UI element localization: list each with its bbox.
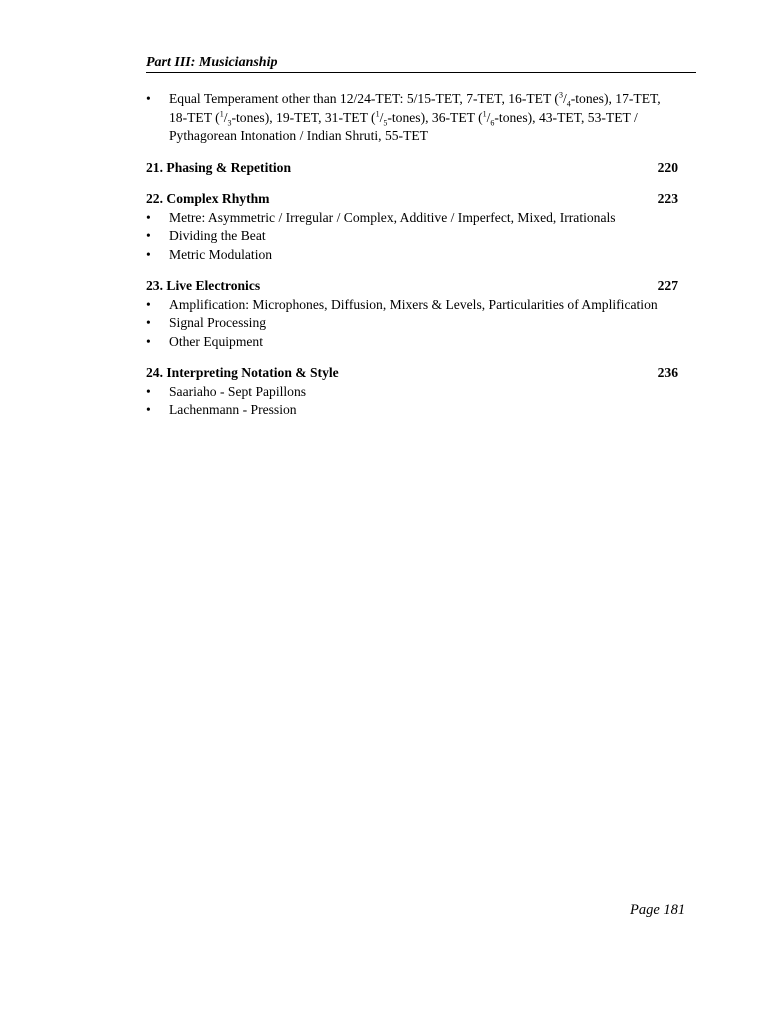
page-footer	[630, 902, 685, 919]
section-title: 22. Complex Rhythm	[146, 191, 270, 206]
list-item-text: Amplification: Microphones, Diffusion, Mixers & Levels, Particularities of Amplification	[169, 296, 658, 312]
fraction-denominator: 4	[566, 99, 571, 109]
fraction-numerator: 1	[219, 108, 224, 118]
list-item	[146, 314, 696, 333]
fraction-slash: /	[379, 109, 384, 125]
section-page-number: 236	[657, 365, 678, 380]
section-heading[interactable]	[146, 277, 678, 296]
page-number-label: Page 181	[630, 902, 686, 918]
section-heading[interactable]	[146, 159, 678, 178]
fraction-denominator: 6	[490, 118, 495, 128]
section-page-number: 223	[657, 191, 678, 206]
intro-line1-pre: Equal Temperament other than 12/24-TET: 5/15-TET, 7-TET, 16-TET (	[169, 91, 559, 106]
intro-line2-mid2: -tones), 36-TET (	[387, 109, 483, 125]
list-item-text: Saariaho - Sept Papillons	[169, 383, 307, 399]
toc-section	[146, 159, 696, 178]
section-page-number: 227	[657, 278, 678, 293]
fraction-slash: /	[223, 109, 228, 125]
fraction-slash: /	[562, 91, 567, 106]
bullet-icon: •	[146, 91, 151, 106]
section-heading[interactable]	[146, 364, 678, 383]
page-header	[146, 55, 696, 73]
list-item	[146, 401, 696, 420]
fraction-numerator: 1	[482, 108, 487, 118]
intro-line2-mid1: -tones), 19-TET, 31-TET (	[231, 109, 376, 125]
bullet-icon: •	[146, 402, 151, 417]
bullet-icon: •	[146, 228, 151, 243]
fraction-denominator: 5	[383, 118, 388, 128]
section-title: 21. Phasing & Repetition	[146, 159, 292, 175]
section-title: 23. Live Electronics	[146, 278, 261, 293]
bullet-icon: •	[146, 296, 151, 312]
list-item-text: Other Equipment	[169, 333, 264, 349]
list-item	[146, 296, 696, 315]
section-title: 24. Interpreting Notation & Style	[146, 365, 339, 380]
list-item	[146, 209, 696, 228]
intro-item-text	[169, 90, 696, 146]
list-item	[146, 246, 696, 265]
intro-line3: Pythagorean Intonation / Indian Shruti, 55-TET	[169, 128, 428, 143]
toc-content	[146, 90, 696, 420]
list-item	[146, 90, 696, 146]
fraction-denominator: 3	[227, 118, 232, 128]
intro-line2-pre: 18-TET (	[169, 109, 220, 125]
fraction-numerator: 1	[375, 108, 380, 118]
list-item-text: Lachenmann - Pression	[169, 402, 297, 417]
toc-section	[146, 190, 696, 264]
list-item	[146, 333, 696, 352]
bullet-icon: •	[146, 383, 151, 399]
intro-line1-post: -tones), 17-TET,	[570, 91, 661, 106]
list-item-text: Signal Processing	[169, 315, 267, 330]
fraction-slash: /	[486, 109, 491, 125]
bullet-icon: •	[146, 315, 151, 330]
bullet-icon: •	[146, 209, 151, 225]
bullet-icon: •	[146, 246, 151, 262]
toc-section	[146, 277, 696, 351]
section-heading[interactable]	[146, 190, 678, 209]
toc-section	[146, 364, 696, 420]
page-header-title: Part III: Musicianship	[146, 55, 278, 70]
list-item	[146, 383, 696, 402]
intro-line2-post: -tones), 43-TET, 53-TET /	[494, 109, 638, 125]
list-item-text: Metre: Asymmetric / Irregular / Complex, Additive / Imperfect, Mixed, Irrationals	[169, 209, 616, 225]
section-page-number: 220	[657, 159, 678, 175]
list-item-text: Dividing the Beat	[169, 228, 266, 243]
bullet-icon: •	[146, 333, 151, 349]
list-item	[146, 227, 696, 246]
fraction-numerator: 3	[558, 90, 563, 100]
list-item-text: Metric Modulation	[169, 246, 273, 262]
